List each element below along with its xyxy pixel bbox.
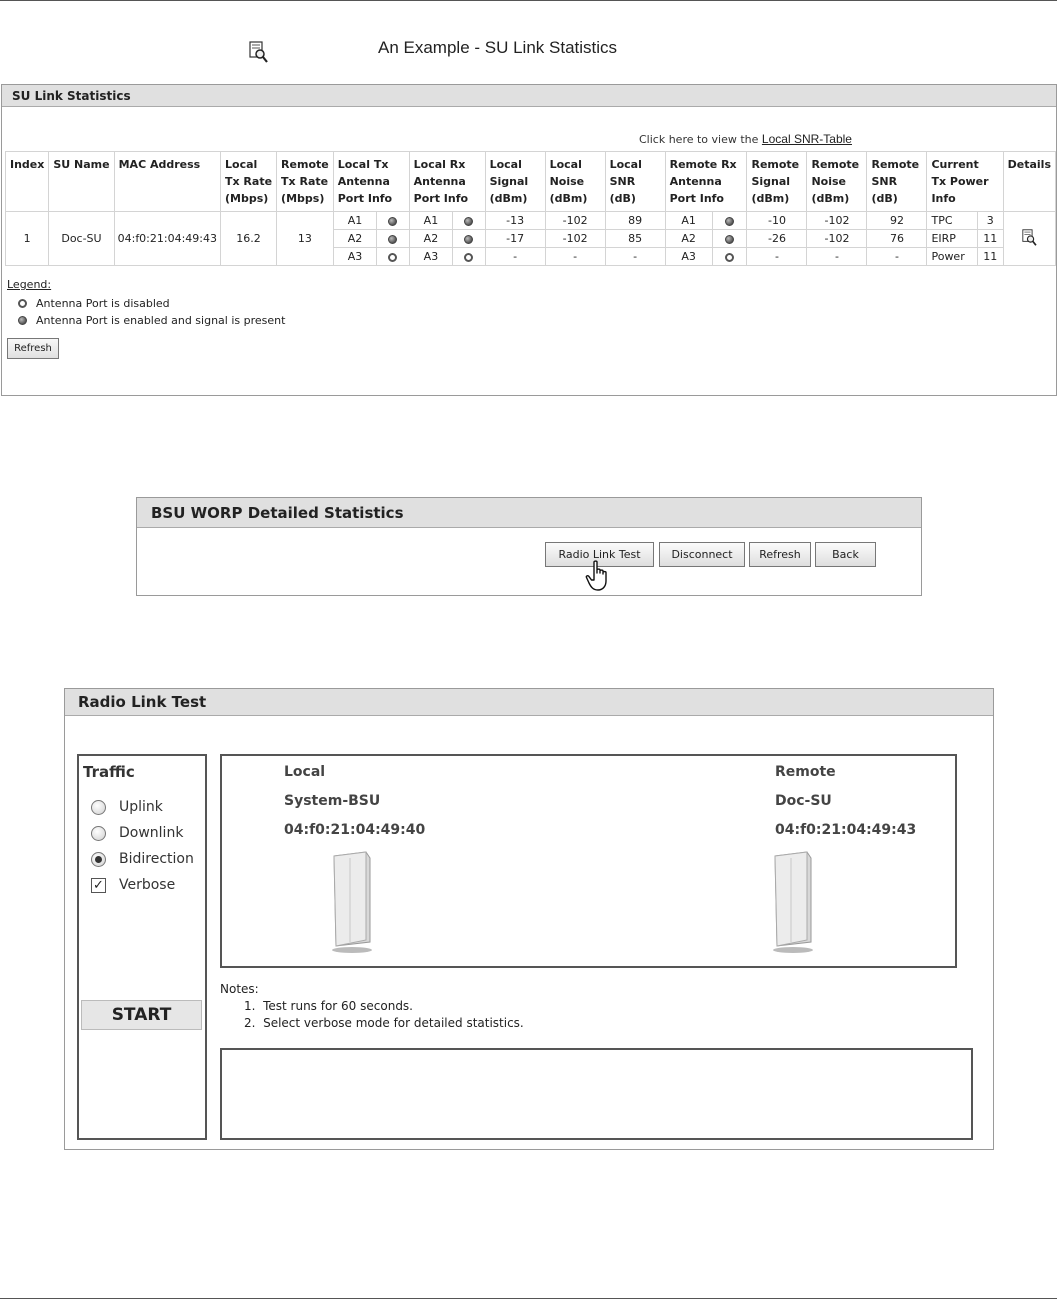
port-disabled-icon xyxy=(388,253,397,262)
local-rx-port-status-cell xyxy=(453,248,485,266)
bidirection-label: Bidirection xyxy=(119,851,194,867)
local-tx-port-cell: A1 xyxy=(333,212,377,230)
radio-button[interactable] xyxy=(91,826,106,841)
header-line: Tx Power xyxy=(931,175,989,188)
local-signal-cell: - xyxy=(485,248,545,266)
table-header-row xyxy=(6,152,1056,212)
legend-row-enabled xyxy=(18,312,285,329)
header-line: Antenna xyxy=(669,175,722,188)
note-text: Test runs for 60 seconds. xyxy=(263,999,413,1013)
local-tx-rate-cell: 16.2 xyxy=(221,212,277,266)
header-line: (dBm) xyxy=(549,192,588,205)
header-line: Remote xyxy=(811,158,860,171)
port-disabled-icon xyxy=(464,253,473,262)
su-link-statistics-panel xyxy=(1,84,1057,396)
header-line: Antenna xyxy=(413,175,466,188)
refresh-button[interactable]: Refresh xyxy=(749,542,811,567)
tx-power-value-cell: 11 xyxy=(977,248,1003,266)
header-line: SNR xyxy=(871,175,898,188)
local-tx-port-status-cell xyxy=(377,212,409,230)
local-snr-cell: 89 xyxy=(605,212,665,230)
col-index: Index xyxy=(6,152,49,212)
figure-caption: An Example - SU Link Statistics xyxy=(378,38,618,57)
notes-title: Notes: xyxy=(220,982,259,996)
tx-power-value-cell: 11 xyxy=(977,230,1003,248)
local-rx-port-cell: A2 xyxy=(409,230,453,248)
snr-table-link-row xyxy=(639,132,852,146)
header-line: Signal xyxy=(489,175,529,188)
header-line: Local xyxy=(489,158,522,171)
col-remote-signal xyxy=(747,152,807,212)
details-magnifier-icon[interactable] xyxy=(1021,229,1037,246)
header-line: (dBm) xyxy=(811,192,850,205)
header-line: (Mbps) xyxy=(225,192,269,205)
radio-button-selected[interactable] xyxy=(91,852,106,867)
local-signal-cell: -13 xyxy=(485,212,545,230)
header-line: (dB) xyxy=(871,192,898,205)
table-row xyxy=(6,212,1056,230)
note-text: Select verbose mode for detailed statistics. xyxy=(263,1016,524,1030)
header-line: Current xyxy=(931,158,979,171)
snr-link-prefix: Click here to view the xyxy=(639,133,759,146)
bottom-rule xyxy=(0,1298,1057,1299)
remote-rx-port-cell: A1 xyxy=(665,212,712,230)
bsu-worp-panel xyxy=(136,497,922,596)
remote-rx-port-status-cell xyxy=(712,248,747,266)
radio-button[interactable] xyxy=(91,800,106,815)
col-local-tx-antenna xyxy=(333,152,409,212)
test-output-box xyxy=(220,1048,973,1140)
panel-title: SU Link Statistics xyxy=(2,85,1056,107)
col-su-name: SU Name xyxy=(49,152,114,212)
legend-enabled-label: Antenna Port is enabled and signal is present xyxy=(36,314,286,327)
remote-snr-cell: - xyxy=(867,248,927,266)
remote-tx-rate-cell: 13 xyxy=(277,212,334,266)
panel-title: BSU WORP Detailed Statistics xyxy=(137,498,921,528)
local-snr-table-link[interactable]: Local SNR-Table xyxy=(761,132,852,146)
remote-rx-port-status-cell xyxy=(712,230,747,248)
local-tx-port-status-cell xyxy=(377,248,409,266)
local-radio-device-icon xyxy=(330,850,380,954)
header-line: Port Info xyxy=(413,192,469,205)
header-line: Info xyxy=(931,192,956,205)
tx-power-label-cell: EIRP xyxy=(927,230,977,248)
port-enabled-icon xyxy=(388,217,397,226)
col-local-noise xyxy=(545,152,605,212)
header-line: Signal xyxy=(751,175,791,188)
col-tx-power xyxy=(927,152,1003,212)
local-label: Local xyxy=(284,764,326,780)
notes xyxy=(220,982,524,1030)
remote-snr-cell: 92 xyxy=(867,212,927,230)
tx-power-label-cell: TPC xyxy=(927,212,977,230)
col-details: Details xyxy=(1003,152,1055,212)
col-remote-snr xyxy=(867,152,927,212)
remote-signal-cell: - xyxy=(747,248,807,266)
col-mac: MAC Address xyxy=(114,152,220,212)
header-line: Port Info xyxy=(669,192,724,205)
header-line: Local xyxy=(225,158,258,171)
note-item: 1. Test runs for 60 seconds. xyxy=(244,999,413,1013)
header-line: (dBm) xyxy=(751,192,790,205)
header-line: Local xyxy=(549,158,582,171)
uplink-option[interactable] xyxy=(91,799,163,815)
tx-power-label-cell: Power xyxy=(927,248,977,266)
local-tx-port-status-cell xyxy=(377,230,409,248)
header-line: Noise xyxy=(549,175,585,188)
local-tx-port-cell: A2 xyxy=(333,230,377,248)
refresh-button[interactable]: Refresh xyxy=(7,338,59,359)
hand-cursor-icon xyxy=(585,560,611,592)
disconnect-button[interactable]: Disconnect xyxy=(659,542,745,567)
local-noise-cell: -102 xyxy=(545,230,605,248)
start-button[interactable]: START xyxy=(81,1000,202,1030)
port-enabled-icon xyxy=(725,217,734,226)
details-magnifier-icon xyxy=(248,41,268,63)
remote-radio-device-icon xyxy=(771,850,821,954)
col-local-rx-antenna xyxy=(409,152,485,212)
radio-link-test-button[interactable]: Radio Link Test xyxy=(545,542,654,567)
remote-rx-port-status-cell xyxy=(712,212,747,230)
remote-noise-cell: - xyxy=(807,248,867,266)
remote-rx-port-cell: A3 xyxy=(665,248,712,266)
bidirection-option[interactable] xyxy=(91,851,194,867)
header-line: Noise xyxy=(811,175,847,188)
verbose-checkbox[interactable]: ✓ xyxy=(91,878,106,893)
col-remote-noise xyxy=(807,152,867,212)
header-line: Local Tx xyxy=(337,158,389,171)
remote-snr-cell: 76 xyxy=(867,230,927,248)
port-enabled-icon xyxy=(388,235,397,244)
legend xyxy=(7,278,285,329)
local-tx-port-cell: A3 xyxy=(333,248,377,266)
note-item: 2. Select verbose mode for detailed statistics. xyxy=(244,1016,524,1030)
local-snr-cell: 85 xyxy=(605,230,665,248)
su-link-table xyxy=(5,151,1056,266)
header-line: (Mbps) xyxy=(281,192,325,205)
local-noise-cell: - xyxy=(545,248,605,266)
tx-power-value-cell: 3 xyxy=(977,212,1003,230)
header-line: (dBm) xyxy=(489,192,528,205)
top-rule xyxy=(0,0,1057,1)
details-cell[interactable] xyxy=(1003,212,1055,266)
local-signal-cell: -17 xyxy=(485,230,545,248)
local-snr-cell: - xyxy=(605,248,665,266)
local-device-name: System-BSU xyxy=(284,793,381,809)
header-line: Port Info xyxy=(337,192,393,205)
index-cell: 1 xyxy=(6,212,49,266)
remote-label: Remote xyxy=(775,764,836,780)
verbose-label: Verbose xyxy=(119,877,176,893)
verbose-option[interactable] xyxy=(91,877,175,893)
remote-signal-cell: -10 xyxy=(747,212,807,230)
legend-title: Legend: xyxy=(7,278,52,291)
header-line: Remote xyxy=(751,158,800,171)
su-name-cell: Doc-SU xyxy=(49,212,114,266)
header-line: SNR xyxy=(609,175,636,188)
header-line: Remote Rx xyxy=(669,158,737,171)
port-enabled-icon xyxy=(725,235,734,244)
remote-signal-cell: -26 xyxy=(747,230,807,248)
legend-row-disabled xyxy=(18,295,285,312)
header-line: Tx Rate xyxy=(225,175,273,188)
remote-mac: 04:f0:21:04:49:43 xyxy=(775,822,917,838)
col-local-tx-rate xyxy=(221,152,277,212)
panel-title: Radio Link Test xyxy=(65,689,993,716)
header-line: Remote xyxy=(871,158,920,171)
header-line: (dB) xyxy=(609,192,636,205)
port-enabled-icon xyxy=(18,316,27,325)
mac-cell: 04:f0:21:04:49:43 xyxy=(114,212,220,266)
remote-noise-cell: -102 xyxy=(807,212,867,230)
col-remote-rx-antenna xyxy=(665,152,747,212)
port-disabled-icon xyxy=(725,253,734,262)
local-rx-port-status-cell xyxy=(453,230,485,248)
header-line: Local xyxy=(609,158,642,171)
col-local-snr xyxy=(605,152,665,212)
col-local-signal xyxy=(485,152,545,212)
uplink-label: Uplink xyxy=(119,799,163,815)
header-line: Tx Rate xyxy=(281,175,329,188)
legend-disabled-label: Antenna Port is disabled xyxy=(36,297,170,310)
downlink-option[interactable] xyxy=(91,825,183,841)
port-enabled-icon xyxy=(464,217,473,226)
local-mac: 04:f0:21:04:49:40 xyxy=(284,822,426,838)
port-disabled-icon xyxy=(18,299,27,308)
col-remote-tx-rate xyxy=(277,152,334,212)
remote-noise-cell: -102 xyxy=(807,230,867,248)
local-rx-port-cell: A3 xyxy=(409,248,453,266)
header-line: Antenna xyxy=(337,175,390,188)
local-rx-port-cell: A1 xyxy=(409,212,453,230)
local-noise-cell: -102 xyxy=(545,212,605,230)
back-button[interactable]: Back xyxy=(815,542,876,567)
header-line: Local Rx xyxy=(413,158,466,171)
remote-device-name: Doc-SU xyxy=(775,793,832,809)
local-rx-port-status-cell xyxy=(453,212,485,230)
traffic-title: Traffic xyxy=(83,763,135,781)
port-enabled-icon xyxy=(464,235,473,244)
header-line: Remote xyxy=(281,158,329,171)
remote-rx-port-cell: A2 xyxy=(665,230,712,248)
downlink-label: Downlink xyxy=(119,825,184,841)
